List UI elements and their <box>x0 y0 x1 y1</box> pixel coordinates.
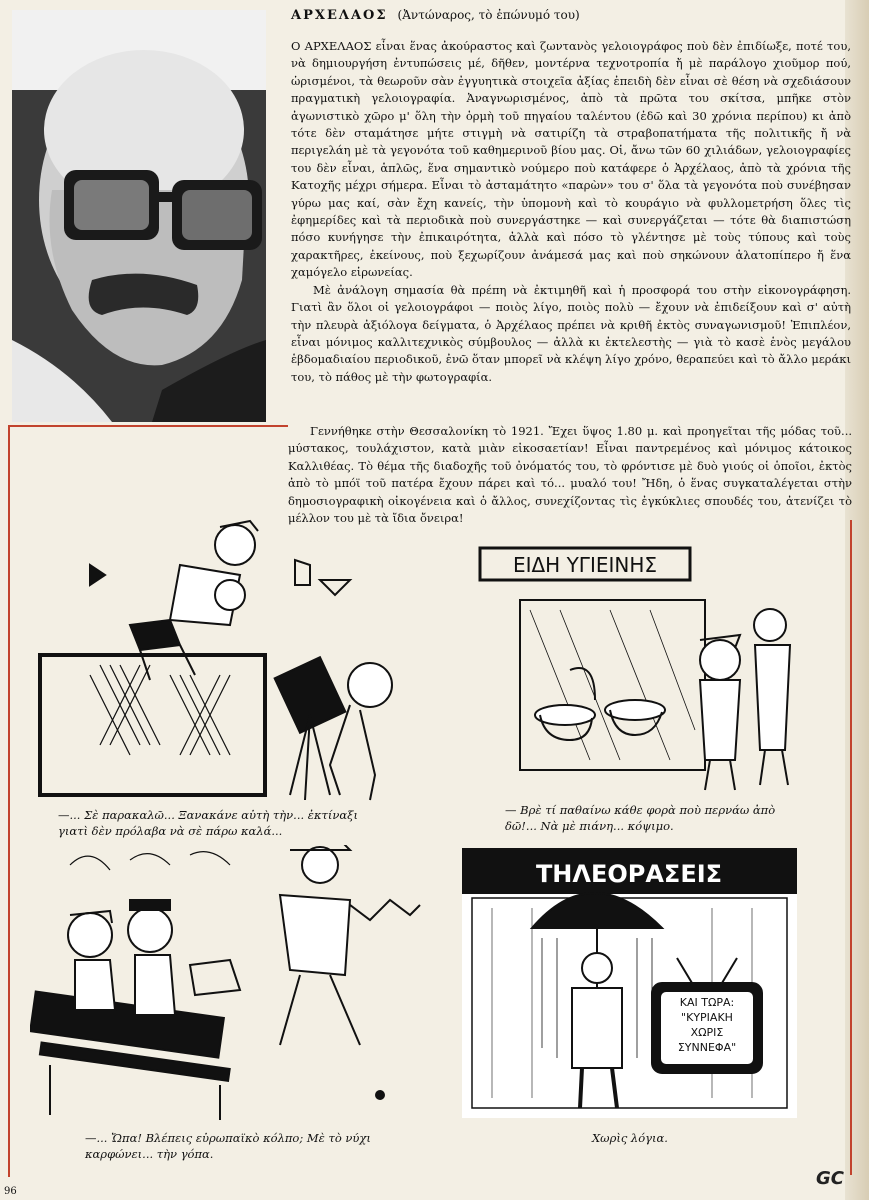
tv-screen-text: "ΚΥΡΙΑΚΗ <box>681 1011 733 1024</box>
artist-name: ΑΡΧΕΛΑΟΣ <box>291 8 388 23</box>
cartoon-park-bench <box>30 845 430 1125</box>
artist-subtitle: (Ἀντώναρος, τὸ ἐπώνυμό του) <box>397 8 580 22</box>
scan-watermark: GC <box>816 1168 844 1189</box>
tv-screen-text: ΧΩΡΙΣ <box>690 1026 724 1039</box>
article-body <box>291 38 851 386</box>
cartoon-goalkeeper <box>30 505 410 805</box>
tv-screen-text: ΣΥΝΝΕΦΑ" <box>677 1041 737 1054</box>
article-paragraph: Ο ΑΡΧΕΛΑΟΣ εἶναι ἕνας ἀκούραστος καὶ ζωντανὸς γελοιογράφος ποὺ δὲν ἐπιδίωξε, ποτέ του, νὰ δημιουργήση ἐντυπώσεις μέ, δῆθεν, μοντέρνα τεχνοτροπία ἤ μὲ παράλογο χιοῦμορ πού, ὡρισμένοι, τὰ θεωροῦν σὰν ἐγγυητικὰ στοιχεῖα ἀξίας ἐπειδὴ δὲν εἶναι σὲ θέση νὰ σχεδιάσουν πραγματικὴ γελοιογραφία. Ἀναγνωρισμένος, ἀπὸ τὰ πρῶτα του σκίτσα, μπῆκε στὸν ἀγωνιστικὸ χῶρο μ' ὅλη τὴν ὁρμὴ τοῦ πηγαίου ταλέντου (ἐδῶ καὶ 30 χρόνια περίπου) κι ἀπὸ τότε δὲν σταμάτησε μήτε στιγμὴ νὰ σατιρίζη τὰ στραβοπατήματα τῆς πολιτικῆς ἤ νὰ περιγελάη μὲ τὰ γεγονότα τοῦ καθημερινοῦ βίου μας. Οἱ, ἄνω τῶν 60 χιλιάδων, γελοιογραφίες του δὲν εἶναι, ἁπλῶς, ἕνα σημαντικὸ νούμερο ποὺ κατάφερε ὁ Ἀρχέλαος, ἀπὸ τὰ χρόνια τῆς Κατοχῆς μέχρι σήμερα. Εἶναι τὸ ἀσταμάτητο «παρὼν» του σ' ὅλα τὰ γεγονότα ποὺ συνέβησαν γύρω μας καί, σὰν ἔχη κανείς, τὴν ὑπομονὴ καὶ τὸ κουράγιο νὰ φυλλομετρήση ὅλες τὶς ἐφημερίδες καὶ τὰ περιοδικὰ ποὺ συνεργάστηκε — καὶ συνεργάζεται — τότε θὰ διαπιστώση πόσο κυνήγησε τὴν ἐπικαιρότητα, ἀλλὰ καὶ πόσο τὸ γλέντησε μὲ τοὺς τύπους καὶ τοὺς χαρακτῆρες, ἐκείνους, ποὺ ξεχωρίζουν ἀνάμεσά μας καὶ ποὺ σηκώνουν ἁλατοπίπερο ἤ ἕνα χαμόγελο εἰρωνείας. <box>291 39 851 280</box>
cartoon-caption: — Βρὲ τί παθαίνω κάθε φορὰ ποὺ περνάω ἀπὸ δῶ!... Νὰ μὲ πιάνη... κόψιμο. <box>505 803 776 833</box>
article-headline <box>291 8 851 23</box>
tv-screen-text: ΚΑΙ ΤΩΡΑ: <box>679 996 735 1009</box>
cartoon-caption: Χωρὶς λόγια. <box>592 1131 668 1145</box>
cartoon-hygiene-shop <box>470 540 820 800</box>
cartoon-caption: —... Σὲ παρακαλῶ... Ξανακάνε αὐτὴ τὴν... ἐκτίναξι γιατὶ δὲν πρόλαβα νὰ σὲ πάρω καλά... <box>58 808 358 838</box>
portrait-photo <box>12 10 266 422</box>
page-number: 96 <box>4 1186 17 1197</box>
article-paragraph: Μὲ ἀνάλογη σημασία θὰ πρέπη νὰ ἐκτιμηθῆ καὶ ἡ προσφορά του στὴν εἰκονογράφηση. Γιατὶ ἂν ὅλοι οἱ γελοιογράφοι — ποιὸς λίγο, ποιὸς πολὺ — ἔχουν νὰ ἐπιδείξουν καὶ σ' αὐτὴ τὴν πλευρὰ ἀξιόλογα δείγματα, ὁ Ἀρχέλαος πρέπει νὰ κριθῆ ἐκτὸς συναγωνισμοῦ! Ἐπιπλέον, εἶναι μόνιμος καλλιτεχνικὸς σύμβουλος — ἀλλὰ κι ἐκτελεστὴς — γιὰ τὸ κασὲ ἑνὸς μεγάλου ἑβδομαδιαίου περιοδικοῦ, ἐνῶ ὅταν μπορεῖ νὰ κλέψη λίγο χρόνο, θεραπεύει καὶ τὸ ἄλλο μεράκι του, τὸ πάθος μὲ τὴν φωτογραφία. <box>291 282 851 384</box>
frame-rule <box>8 425 10 1177</box>
shop-sign: ΕΙΔΗ ΥΓΙΕΙΝΗΣ <box>512 553 658 577</box>
cartoon-caption: —... Ὤπα! Βλέπεις εὐρωπαϊκὸ κόλπο; Μὲ τὸ νύχι καρφώνει... τὴν γόπα. <box>85 1131 371 1161</box>
biography-text: Γεννήθηκε στὴν Θεσσαλονίκη τὸ 1921. Ἔχει ὕψος 1.80 μ. καὶ προηγεῖται τῆς μόδας τοῦ... μύστακος, τουλάχιστον, κατὰ μιὰν εἰκοσαετίαν! Εἶναι παντρεμένος καὶ μόνιμος κάτοικος Καλλιθέας. Τὸ θέμα τῆς διαδοχῆς τοῦ ὀνόματός του, τὸ φρόντισε μὲ δυὸ γιούς οἱ ὁποῖοι, ἐκτὸς ἀπὸ τὸ μπόϊ τοῦ πατέρα ἔχουν πάρει καὶ τό... μυαλό του! Ἤδη, ὁ ἕνας συγκαταλέγεται στὴν δημοσιογραφικὴ οἰκογένεια καὶ ὁ ἄλλος, συνεχίζοντας τὶς ἐγκύκλιες σπουδές του, ἀτενίζει τὸ μέλλον του μὲ τὰ ἴδια ὄνειρα! <box>288 424 852 526</box>
frame-rule <box>850 520 852 1175</box>
frame-rule <box>8 425 288 427</box>
tv-shop-sign: ΤΗΛΕΟΡΑΣΕΙΣ <box>535 860 723 888</box>
cartoon-tv-shop <box>462 848 797 1118</box>
